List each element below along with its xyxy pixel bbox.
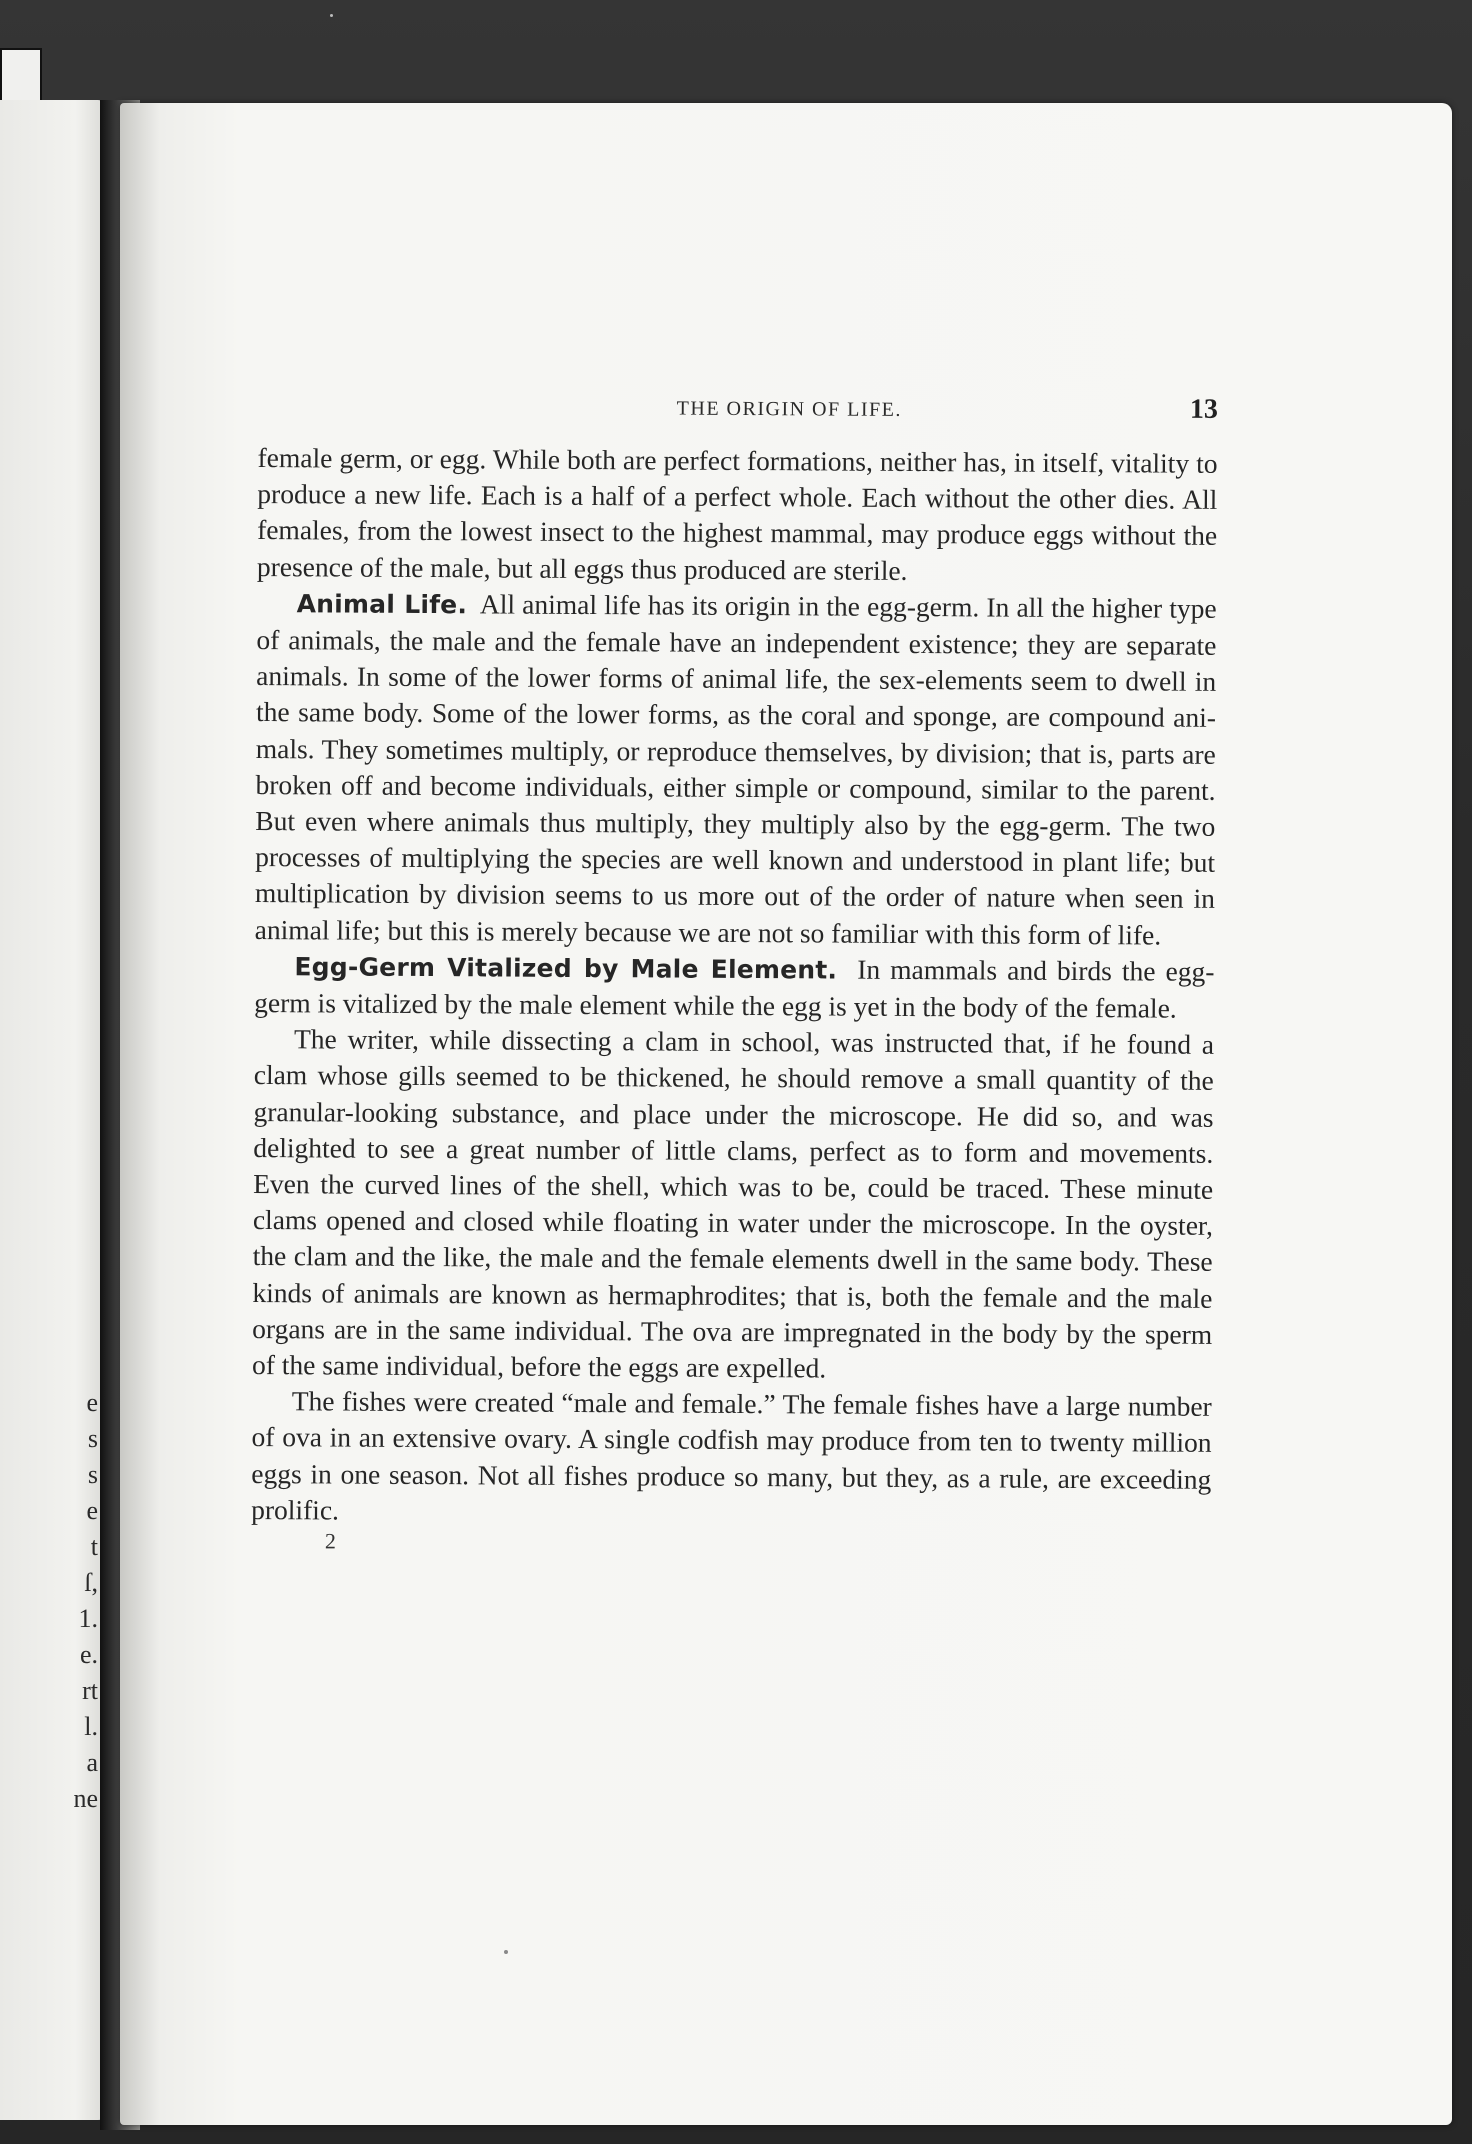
running-title: THE ORIGIN OF LIFE. [676,397,902,421]
paragraph-fishes: The fishes were created “male and female.” The female fishes have a large number of ova in an extensive ovary. A single codfish may produce from ten to twenty million eggs in one season. Not all fishes produce so many, but they, as a rule, are exceeding prolific. [251,1385,1212,1526]
facing-page-fragment: e [86,1496,98,1525]
paragraph-clam: The writer, while dissecting a clam in school, was instructed that, if he found a clam whose gills seemed to be thickened, he should remove a small quantity of the granular-looking substance, and place under the microscope. He did so, and was delighted to see a great number of little clams, perfect as to form and movements. Even the curved lines of the shell, which was to be, could be traced. These minute clams opened and closed while floating in water under the microscope. In the oyster, the clam and the like, the male and the female elements dwell in the same body. These kinds of animals are known as hermaphrodites; that is, both the female and the male organs are in the same individual. The ova are impregnated in the body by the sperm of the same individual, before the eggs are expelled. [251,1023,1215,1384]
paper-speck [504,1950,508,1954]
paragraph-continuation: female germ, or egg. While both are perfect formations, neither has, in itself, vitality to produce a new life. Each is a half of a perfect whole. Each without the other dies. All females, from the lowest insect to the highest mammal, may produce eggs without the presence of the male, but all eggs thus produced are sterile. [256,441,1218,586]
paragraph-animal-life [255,585,1217,954]
facing-page-edge [0,100,108,2120]
signature-mark: 2 [324,1528,337,1554]
facing-page-fragment: rt [82,1676,98,1705]
facing-page-fragment: s [87,1460,98,1489]
running-head [258,386,1218,446]
paper-speck [330,14,333,17]
facing-page-fragment: ne [73,1784,98,1813]
facing-page-fragment: 1. [78,1604,98,1633]
facing-page-fragment: e [86,1388,98,1417]
page-text-column [251,386,1218,1560]
facing-page-fragment: l. [84,1712,98,1741]
facing-page-fragment: a [86,1748,98,1777]
facing-page-fragment: e. [79,1640,98,1669]
section-heading-egg-germ: Egg-Germ Vitalized by Male Element. [294,952,838,985]
paragraph-text: All animal life has its origin in the egg-germ. In all the higher type of animals, the male and the female have an independent existence; they are separate animals. In some of the lower forms of animal life, the sex-elements seem to dwell in the same body. Some of the lower forms, as the coral and sponge, are compound animals. They sometimes multiply, or reproduce themselves, by division; that is, parts are broken off and become individuals, either simple or compound, similar to the parent. But even where animals thus multiply, they multiply also by the egg-germ. The two processes of multiplying the species are well known and understood in plant life; but multiplication by division seems to us more out of the order of nature when seen in animal life; but this is merely because we are not so familiar with this form of life. [254,588,1217,951]
paragraph-egg-germ [254,948,1214,1027]
facing-page-fragment: ſ, [84,1568,98,1597]
paragraph-text: In mammals and birds the egg-germ is vitalized by the male element while the egg is yet in the body of the female. [254,953,1215,1024]
facing-page-fragment: t [90,1532,98,1561]
section-heading-animal-life: Animal Life. [296,589,468,620]
page-number: 13 [1189,393,1218,425]
facing-page-fragment: s [87,1424,98,1453]
scan-edge-tab [0,48,42,102]
